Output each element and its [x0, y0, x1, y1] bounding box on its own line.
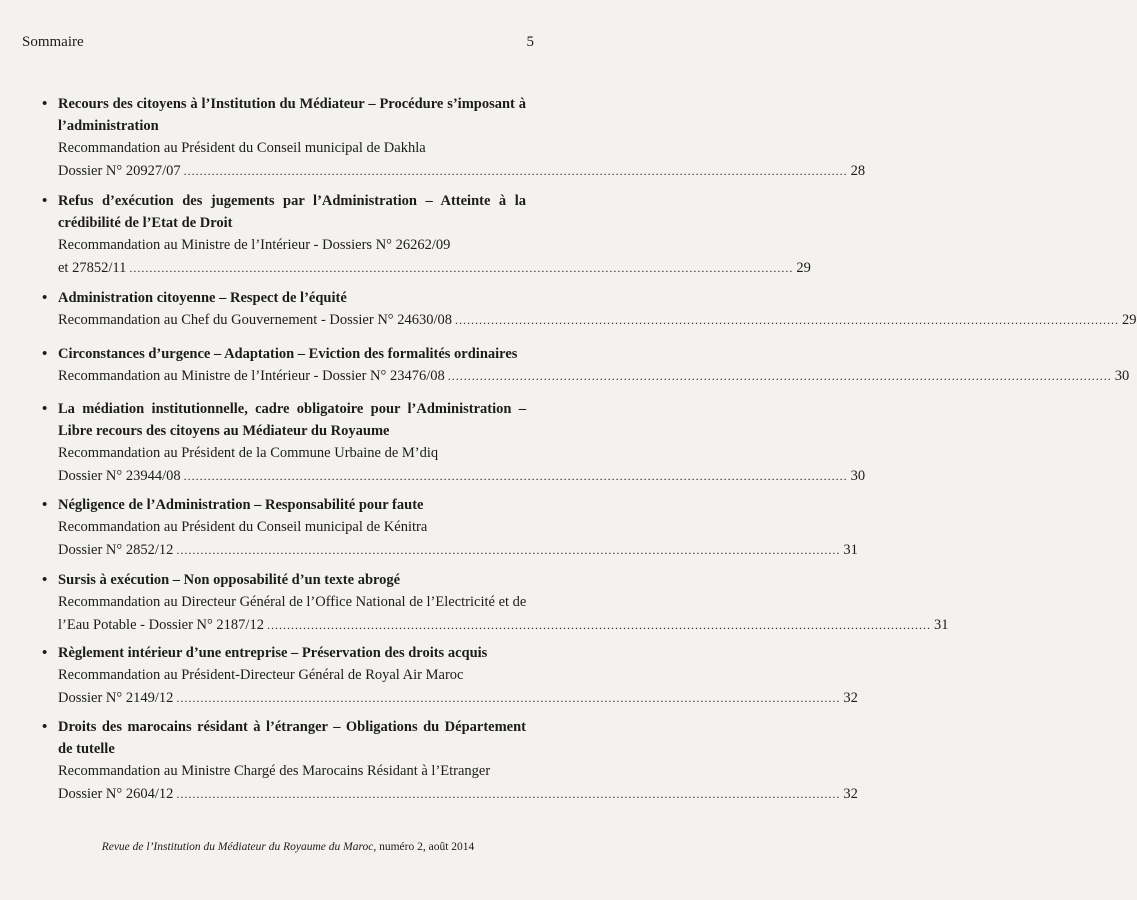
entry-dossier: Dossier N° 23944/08 — [58, 468, 181, 484]
entry-title[interactable]: Négligence de l’Administration – Responsabilité pour faute — [58, 497, 424, 513]
page-header — [22, 34, 534, 51]
bullet-icon: • — [42, 497, 48, 513]
leader-dots: ...................................................................................................................................................................... — [129, 261, 794, 275]
entry-recommendation-line — [40, 309, 1137, 332]
entry-page[interactable]: 31 — [933, 617, 949, 633]
page-footer — [0, 841, 576, 853]
toc-entry — [40, 190, 811, 280]
entry-dossier-line — [40, 465, 866, 488]
leader-dots: ...................................................................................................................................................................... — [176, 787, 841, 801]
entry-page[interactable]: 30 — [850, 468, 866, 484]
toc-entry — [40, 569, 949, 637]
entry-dossier-line — [40, 687, 858, 710]
entry-recommendation: Recommandation au Président de la Commune Urbaine de M’diq — [58, 445, 439, 461]
entry-title[interactable]: Règlement intérieur d’une entreprise – Préservation des droits acquis — [58, 645, 488, 661]
entry-recommendation: Recommandation au Président du Conseil municipal de Kénitra — [58, 519, 428, 535]
leader-dots: ...................................................................................................................................................................... — [176, 543, 841, 557]
bullet-icon: • — [42, 572, 48, 588]
toc-entry — [40, 398, 866, 488]
leader-dots: ...................................................................................................................................................................... — [183, 469, 848, 483]
entry-page[interactable]: 32 — [843, 786, 858, 802]
bullet-icon: • — [42, 96, 48, 112]
entry-recommendation: Recommandation au Président-Directeur Général de Royal Air Maroc — [58, 667, 464, 683]
entry-recommendation: Recommandation au Directeur Général de l’Office National de l’Electricité et de — [58, 594, 527, 610]
footer-journal: Revue de l’Institution du Médiateur du Royaume du Maroc, — [101, 841, 377, 853]
entry-dossier: Dossier N° 2852/12 — [58, 542, 174, 558]
entry-title[interactable]: Recours des citoyens à l’Institution du Médiateur – Procédure s’imposant à l’administration — [58, 96, 526, 134]
leader-dots: ...................................................................................................................................................................... — [183, 164, 848, 178]
entry-title[interactable]: Refus d’exécution des jugements par l’Administration – Atteinte à la crédibilité de l’Etat de Droit — [58, 193, 526, 231]
bullet-icon: • — [42, 645, 48, 661]
entry-recommendation: Recommandation au Ministre de l’Intérieur - Dossiers N° 26262/09 — [58, 237, 451, 253]
entry-dossier: Dossier N° 2604/12 — [58, 786, 174, 802]
leader-dots: ...................................................................................................................................................................... — [455, 313, 1119, 327]
entry-page[interactable]: 30 — [1114, 368, 1130, 384]
bullet-icon: • — [42, 193, 48, 209]
entry-dossier-line — [40, 257, 811, 280]
entry-recommendation-line — [40, 365, 1130, 388]
leader-dots: ...................................................................................................................................................................... — [176, 691, 841, 705]
leader-dots: ...................................................................................................................................................................... — [447, 369, 1112, 383]
entry-dossier: et 27852/11 — [58, 260, 127, 276]
entry-page[interactable]: 29 — [1122, 312, 1137, 328]
entry-page[interactable]: 31 — [843, 542, 858, 558]
entry-title[interactable]: La médiation institutionnelle, cadre obligatoire pour l’Administration – Libre recours des citoyens au Médiateur du Royaume — [58, 401, 526, 439]
entry-dossier-line — [40, 160, 866, 183]
entry-page[interactable]: 32 — [843, 690, 858, 706]
toc-entry — [40, 642, 858, 710]
entry-dossier: l’Eau Potable - Dossier N° 2187/12 — [58, 617, 264, 633]
toc-entry — [40, 716, 858, 806]
entry-title[interactable]: Administration citoyenne – Respect de l’équité — [58, 290, 347, 306]
bullet-icon: • — [42, 401, 48, 417]
leader-dots: ...................................................................................................................................................................... — [266, 618, 931, 632]
entry-dossier: Dossier N° 2149/12 — [58, 690, 174, 706]
footer-issue: numéro 2, août 2014 — [376, 841, 475, 853]
entry-dossier-line — [40, 614, 949, 637]
entry-title[interactable]: Circonstances d’urgence – Adaptation – Eviction des formalités ordinaires — [58, 346, 518, 362]
toc-entry — [40, 343, 1130, 388]
entry-page[interactable]: 29 — [796, 260, 811, 276]
entry-page[interactable]: 28 — [850, 163, 866, 179]
bullet-icon: • — [42, 346, 48, 362]
entry-recommendation: Recommandation au Chef du Gouvernement - Dossier N° 24630/08 — [58, 312, 452, 328]
bullet-icon: • — [42, 290, 48, 306]
entry-title[interactable]: Droits des marocains résidant à l’étranger – Obligations du Département de tutelle — [58, 719, 526, 757]
entry-dossier-line — [40, 783, 858, 806]
toc-entry — [40, 494, 858, 562]
entry-recommendation: Recommandation au Président du Conseil municipal de Dakhla — [58, 140, 426, 156]
entry-dossier-line — [40, 539, 858, 562]
page-number: 5 — [526, 34, 534, 50]
toc-entry — [40, 287, 1137, 332]
section-title: Sommaire — [22, 34, 84, 50]
entry-dossier: Dossier N° 20927/07 — [58, 163, 181, 179]
toc-entry — [40, 93, 866, 183]
entry-recommendation: Recommandation au Ministre Chargé des Marocains Résidant à l’Etranger — [58, 763, 491, 779]
entry-recommendation: Recommandation au Ministre de l’Intérieur - Dossier N° 23476/08 — [58, 368, 445, 384]
bullet-icon: • — [42, 719, 48, 735]
entry-title[interactable]: Sursis à exécution – Non opposabilité d’un texte abrogé — [58, 572, 401, 588]
